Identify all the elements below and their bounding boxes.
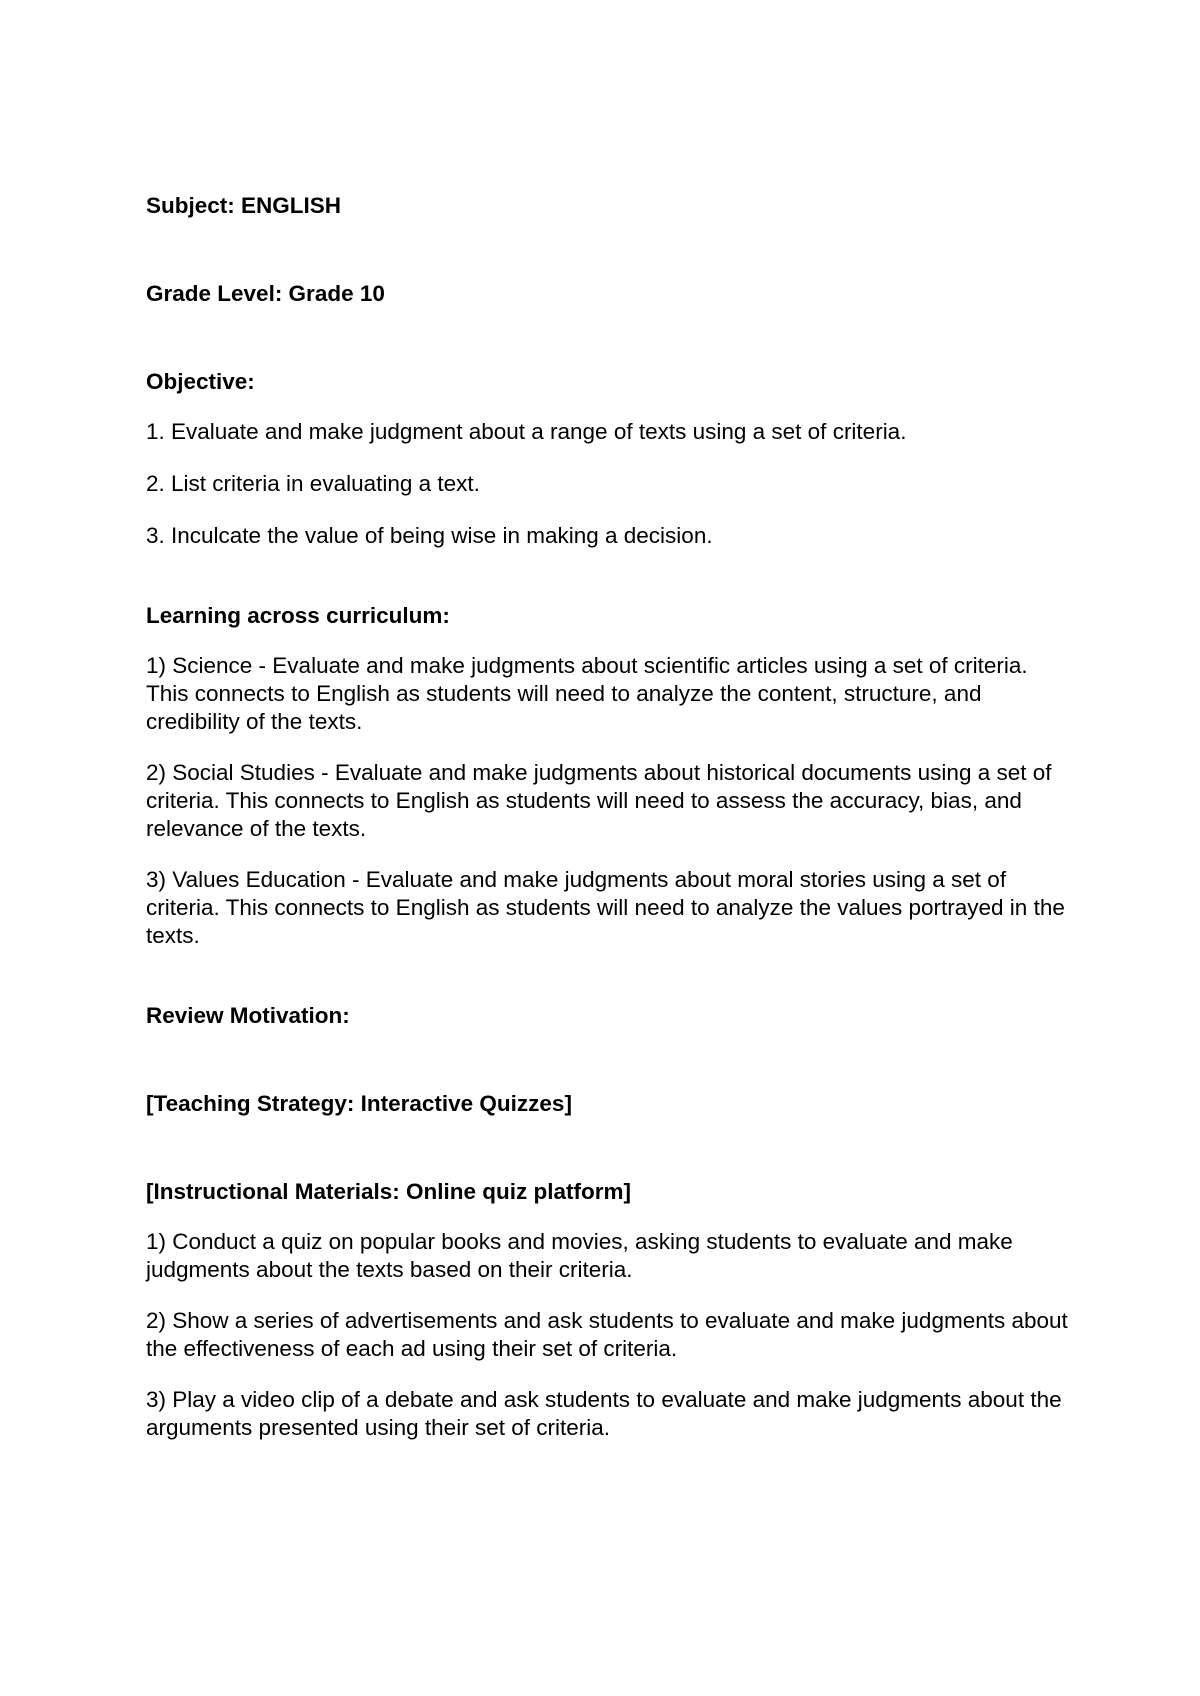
subject-heading: Subject: ENGLISH [146, 193, 342, 218]
curriculum-item: 2) Social Studies - Evaluate and make judgments about historical documents using a set of criteria. This connects to English as students will need to assess the accuracy, bias, and relevance of the texts. [146, 760, 1052, 841]
objective-heading: Objective: [146, 369, 255, 394]
objective-item: 3. Inculcate the value of being wise in making a decision. [146, 523, 713, 548]
review-motivation-item: 2) Show a series of advertisements and ask students to evaluate and make judgments about the effectiveness of each ad using their set of criteria. [146, 1308, 1068, 1361]
teaching-strategy-heading: [Teaching Strategy: Interactive Quizzes] [146, 1091, 572, 1116]
learning-across-curriculum-heading: Learning across curriculum: [146, 603, 450, 628]
instructional-materials-heading: [Instructional Materials: Online quiz platform] [146, 1179, 632, 1204]
curriculum-item: 3) Values Education - Evaluate and make judgments about moral stories using a set of criteria. This connects to English as students will need to analyze the values portrayed in the texts. [146, 867, 1065, 948]
curriculum-item: 1) Science - Evaluate and make judgments about scientific articles using a set of criteria. This connects to English as students will need to analyze the content, structure, and credibility of the texts. [146, 653, 1028, 734]
objective-item: 2. List criteria in evaluating a text. [146, 471, 480, 496]
objective-item: 1. Evaluate and make judgment about a range of texts using a set of criteria. [146, 419, 907, 444]
review-motivation-item: 3) Play a video clip of a debate and ask students to evaluate and make judgments about the arguments presented using their set of criteria. [146, 1387, 1062, 1440]
review-motivation-heading: Review Motivation: [146, 1003, 350, 1028]
document-body [146, 192, 1076, 1465]
review-motivation-item: 1) Conduct a quiz on popular books and movies, asking students to evaluate and make judgments about the texts based on their criteria. [146, 1229, 1013, 1282]
grade-level-heading: Grade Level: Grade 10 [146, 281, 385, 306]
